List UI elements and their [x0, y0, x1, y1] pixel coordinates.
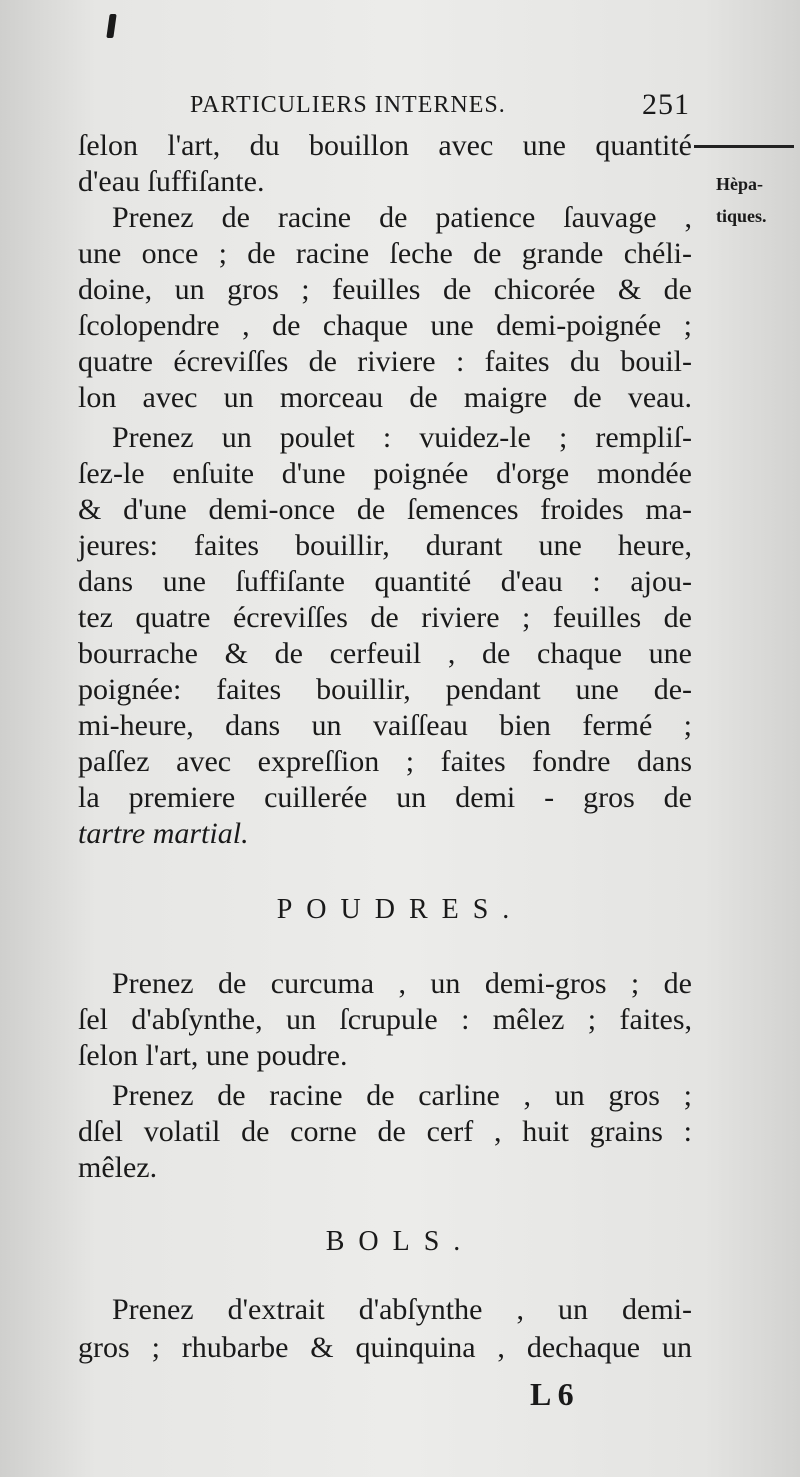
running-header: [190, 88, 690, 130]
text-line: une once ; de racine ſeche de grande chéli-: [78, 237, 692, 270]
margin-rule: [694, 145, 794, 148]
text-line: jeures: faites bouillir, durant une heure,: [78, 529, 692, 562]
signature-mark: L 6: [530, 1376, 574, 1412]
text-line: Prenez un poulet : vuidez-le ; rempliſ-: [112, 421, 692, 454]
text-line: & d'une demi-once de ſemences froides ma-: [78, 493, 692, 526]
header-title: PARTICULIERS INTERNES.: [190, 92, 506, 118]
text-line: Prenez de racine de patience ſauvage ,: [112, 201, 692, 234]
text-line: dans une ſuffiſante quantité d'eau : ajou-: [78, 565, 692, 598]
text-line: ſez-le enſuite d'une poignée d'orge mondée: [78, 457, 692, 490]
text-line: doine, un gros ; feuilles de chicorée & de: [78, 273, 692, 306]
text-line: tez quatre écreviſſes de riviere ; feuilles de: [78, 601, 692, 634]
text-line: tartre martial.: [78, 817, 249, 850]
section-heading-poudres: POUDRES.: [276, 894, 524, 925]
text-line: mêlez.: [78, 1151, 158, 1184]
text-line: lon avec un morceau de maigre de veau.: [78, 381, 692, 414]
text-line: gros ; rhubarbe & quinquina , dechaque un: [78, 1331, 692, 1364]
text-line: d'eau ſuffiſante.: [78, 165, 265, 198]
margin-note: [716, 168, 800, 232]
section-heading-bols: BOLS.: [325, 1226, 475, 1257]
text-line: ſcolopendre , de chaque une demi-poignée ;: [78, 309, 692, 342]
text-line: paſſez avec expreſſion ; faites fondre dans: [78, 745, 692, 778]
text-line: Prenez de racine de carline , un gros ;: [112, 1079, 692, 1112]
ink-mark: [106, 14, 116, 38]
text-line: dſel volatil de corne de cerf , huit grains :: [78, 1115, 692, 1148]
text-line: mi-heure, dans un vaiſſeau bien fermé ;: [78, 709, 692, 742]
text-line: Prenez de curcuma , un demi-gros ; de: [112, 967, 692, 1000]
page-number: 251: [642, 88, 690, 121]
text-line: quatre écreviſſes de riviere : faites du bouil-: [78, 345, 692, 378]
text-line: ſelon l'art, du bouillon avec une quantité: [78, 129, 692, 162]
text-line: la premiere cuillerée un demi - gros de: [78, 781, 692, 814]
text-line: poignée: faites bouillir, pendant une de-: [78, 673, 692, 706]
margin-note-line-2: tiques.: [716, 206, 767, 226]
text-line: bourrache & de cerfeuil , de chaque une: [78, 637, 692, 670]
margin-note-line-1: Hèpa-: [716, 174, 763, 194]
text-line: ſel d'abſynthe, un ſcrupule : mêlez ; faites,: [78, 1003, 692, 1036]
text-line: ſelon l'art, une poudre.: [78, 1039, 348, 1072]
text-line: Prenez d'extrait d'abſynthe , un demi-: [112, 1293, 692, 1326]
